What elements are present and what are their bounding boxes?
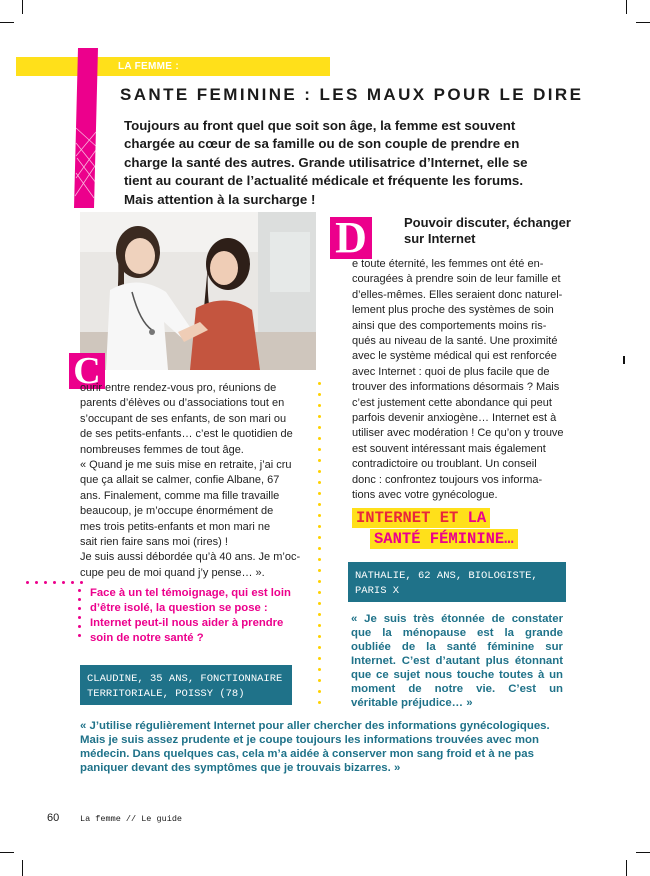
caption-claudine xyxy=(80,665,292,705)
caption-line: CLAUDINE, 35 ANS, FONCTIONNAIRE xyxy=(87,673,283,685)
text-line: parfois devenir anxiogène… Internet est à xyxy=(352,412,557,425)
text-line: avec Internet : quoi de plus facile que de xyxy=(352,365,550,378)
right-body-text xyxy=(352,257,567,504)
text-line: nombreuses femmes de tout âge. xyxy=(80,443,244,456)
text-line: d’elles-mêmes. Elles seraient donc naturel- xyxy=(352,288,563,301)
text-line: de ses petits-enfants… c’est le quotidien de xyxy=(80,428,293,441)
text-line: avec le système médical qui est renforcée xyxy=(352,350,557,363)
crop-mark xyxy=(22,0,23,14)
text-line: mes trois petits-enfants et mon mari ne xyxy=(80,520,271,533)
text-line: e toute éternité, les femmes ont été en- xyxy=(352,258,544,270)
text-line: qués au niveau de la santé. Une proximité xyxy=(352,335,558,348)
highlight-line-1 xyxy=(352,508,490,528)
text-line: que ça allait se calmer, confie Albane, 67 xyxy=(80,474,280,487)
photo-illustration xyxy=(80,212,316,370)
text-line: lement plus proche des systèmes de soin xyxy=(352,304,554,317)
text-line: contradictoire ou troublant. Un conseil xyxy=(352,458,537,471)
text-line: donc : confrontez toujours vos informa- xyxy=(352,473,543,486)
crop-mark xyxy=(623,356,625,364)
text-line: « Quand je me suis mise en retraite, j’ai cru xyxy=(80,459,292,472)
caption-line: PARIS X xyxy=(355,585,400,597)
text-line: couragées à prendre soin de leur famille et xyxy=(352,273,561,286)
crop-mark xyxy=(626,860,627,876)
pink-question: Face à un tel témoignage, qui est loin d’être isolé, la question se pose : Internet peut-il nous aider à prendre soin de notre santé ? xyxy=(90,587,291,644)
dropcap-c: C xyxy=(69,353,105,389)
quote-nathalie: « Je suis très étonnée de constater que la ménopause est la grande oubliée de la santé féminine sur Internet. C’est d’autant plus étonnant que ce sujet nous touche toutes à un moment de notre vie. C’est un véritable préjudice… » xyxy=(351,613,563,709)
kicker: LA FEMME : xyxy=(118,61,179,72)
doctor-patient-photo xyxy=(80,212,316,370)
footer-label: La femme // Le guide xyxy=(80,814,183,824)
text-line: ourir entre rendez-vous pro, réunions de xyxy=(80,382,277,394)
left-body-text xyxy=(80,381,312,581)
pink-dot-column xyxy=(78,589,82,639)
text-line: c’est justement cette abondance qui peut xyxy=(352,396,552,409)
highlight-pink: LA xyxy=(458,509,487,527)
crop-mark xyxy=(22,860,23,876)
decorative-pink-stroke xyxy=(74,48,104,208)
text-line: tions avec votre gynécologue. xyxy=(352,489,498,502)
caption-line: NATHALIE, 62 ANS, BIOLOGISTE, xyxy=(355,570,538,582)
text-line: beaucoup, je m’occupe énormément de xyxy=(80,505,274,518)
yellow-dot-column xyxy=(318,382,322,712)
crop-mark xyxy=(636,22,650,23)
caption-nathalie xyxy=(348,562,566,602)
text-line: parents d’élèves ou d’associations tout en xyxy=(80,397,285,410)
text-line: ainsi que des comportements moins ris- xyxy=(352,319,547,332)
crop-mark xyxy=(636,852,650,853)
pink-dot-row xyxy=(26,581,86,585)
highlight-line-2: SANTÉ FÉMININE… xyxy=(370,529,518,549)
text-line: sait rien faire sans moi (rires) ! xyxy=(80,536,228,549)
page-number: 60 xyxy=(47,812,60,824)
text-line: est souvent intéressant mais également xyxy=(352,442,546,455)
caption-line: TERRITORIALE, POISSY (78) xyxy=(87,688,245,700)
dropcap-d: D xyxy=(330,217,372,259)
text-line: trouver des informations désormais ? Mais xyxy=(352,381,560,394)
intro-paragraph: Toujours au front quel que soit son âge, la femme est souvent chargée au cœur de sa famille ou de son couple de prendre en charge la santé des autres. Grande utilisatrice d’Internet, elle se tient au courant de l’actualité médicale et fréquente les forums. Mais attention à la surcharge ! xyxy=(124,118,528,207)
text-line: utiliser avec modération ! Ce qu’on y trouve xyxy=(352,427,564,440)
crop-mark xyxy=(0,852,14,853)
text-line: Je suis aussi débordée qu’à 40 ans. Je m’oc- xyxy=(80,551,301,564)
text-line: s’occupant de ses enfants, de son mari ou xyxy=(80,412,287,425)
right-subhead: Pouvoir discuter, échanger sur Internet xyxy=(404,215,571,246)
quote-claudine: « J’utilise régulièrement Internet pour aller chercher des informations gynécologiques. Mais je suis assez prudente et je coupe toujours les informations trouvées avec mon médecin. Dans quelques cas, cela m’a aidée à conserver mon sang froid et à ne pas paniquer devant des symptômes que je trouvais bizarres. » xyxy=(80,720,550,774)
pink-stroke-graphic xyxy=(74,48,104,208)
text-line: ans. Finalement, comme ma fille travaille xyxy=(80,489,280,502)
page-title: SANTE FEMININE : LES MAUX POUR LE DIRE xyxy=(120,85,584,104)
highlight-red: INTERNET ET xyxy=(356,509,459,527)
crop-mark xyxy=(626,0,627,14)
text-line: cupe peu de moi quand j’y pense… ». xyxy=(80,566,265,579)
crop-mark xyxy=(0,22,14,23)
highlight-heading xyxy=(352,508,518,549)
